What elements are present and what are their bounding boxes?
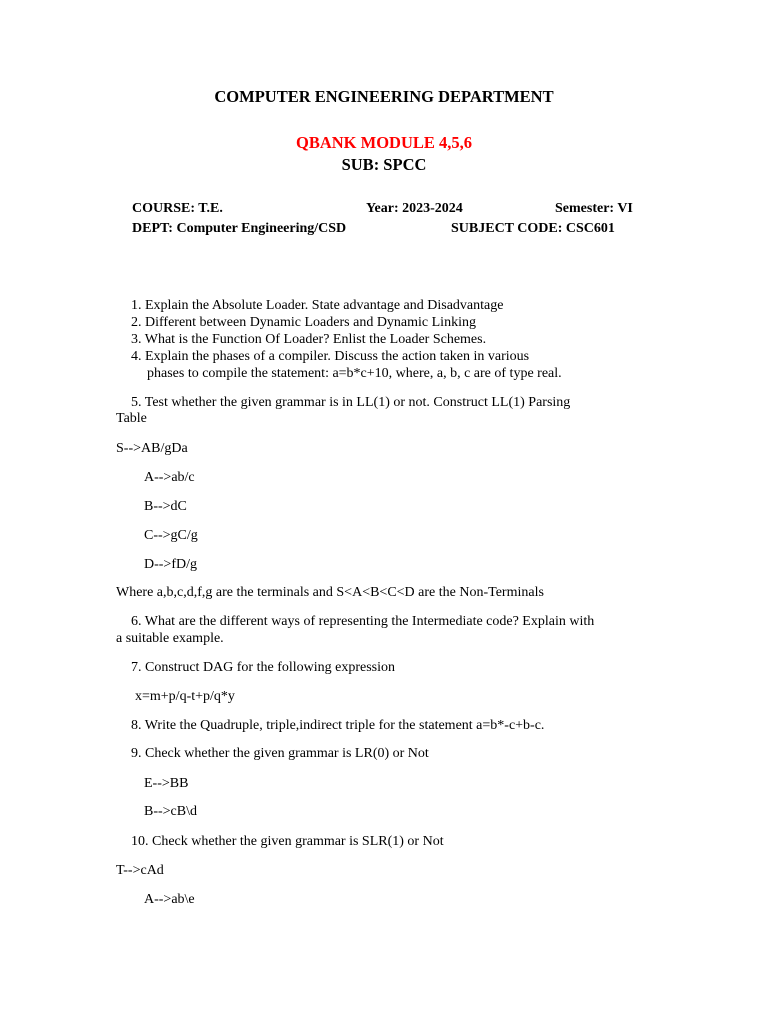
course-label: COURSE: T.E. <box>132 201 223 216</box>
department-title: COMPUTER ENGINEERING DEPARTMENT <box>214 87 554 106</box>
grammar-rule-a: A-->ab/c <box>144 470 195 485</box>
question-6: 6. What are the different ways of representing the Intermediate code? Explain with <box>131 614 595 629</box>
grammar-rule-b: B-->dC <box>144 499 187 514</box>
grammar-rule-d: D-->fD/g <box>144 557 197 572</box>
question-10: 10. Check whether the given grammar is SLR(1) or Not <box>131 834 444 849</box>
grammar-rule-e: E-->BB <box>144 776 189 791</box>
question-6-continued: a suitable example. <box>116 631 224 646</box>
question-1: 1. Explain the Absolute Loader. State advantage and Disadvantage <box>131 298 504 313</box>
question-4-continued: phases to compile the statement: a=b*c+10, where, a, b, c are of type real. <box>147 366 562 381</box>
grammar-rule-a2: A-->ab\e <box>144 892 195 907</box>
semester-label: Semester: VI <box>555 201 633 216</box>
dept-label: DEPT: Computer Engineering/CSD <box>132 221 347 236</box>
question-2: 2. Different between Dynamic Loaders and Dynamic Linking <box>131 315 476 330</box>
question-5: 5. Test whether the given grammar is in LL(1) or not. Construct LL(1) Parsing <box>131 395 571 410</box>
question-3: 3. What is the Function Of Loader? Enlist the Loader Schemes. <box>131 332 487 347</box>
question-5-continued: Table <box>116 411 147 426</box>
question-8: 8. Write the Quadruple, triple,indirect triple for the statement a=b*-c+b-c. <box>131 718 545 733</box>
grammar-note: Where a,b,c,d,f,g are the terminals and S<A<B<C<D are the Non-Terminals <box>116 585 544 600</box>
subject-title: SUB: SPCC <box>341 155 427 174</box>
question-7: 7. Construct DAG for the following expression <box>131 660 396 675</box>
grammar-rule-b2: B-->cB\d <box>144 804 197 819</box>
subject-code-label: SUBJECT CODE: CSC601 <box>451 221 615 236</box>
grammar-rule-c: C-->gC/g <box>144 528 198 543</box>
expression: x=m+p/q-t+p/q*y <box>135 689 235 704</box>
year-label: Year: 2023-2024 <box>366 201 463 216</box>
question-9: 9. Check whether the given grammar is LR(0) or Not <box>131 746 429 761</box>
grammar-rule-t: T-->cAd <box>116 863 164 878</box>
grammar-rule-s: S-->AB/gDa <box>116 441 188 456</box>
question-4: 4. Explain the phases of a compiler. Discuss the action taken in various <box>131 349 530 364</box>
qbank-title: QBANK MODULE 4,5,6 <box>295 133 472 152</box>
